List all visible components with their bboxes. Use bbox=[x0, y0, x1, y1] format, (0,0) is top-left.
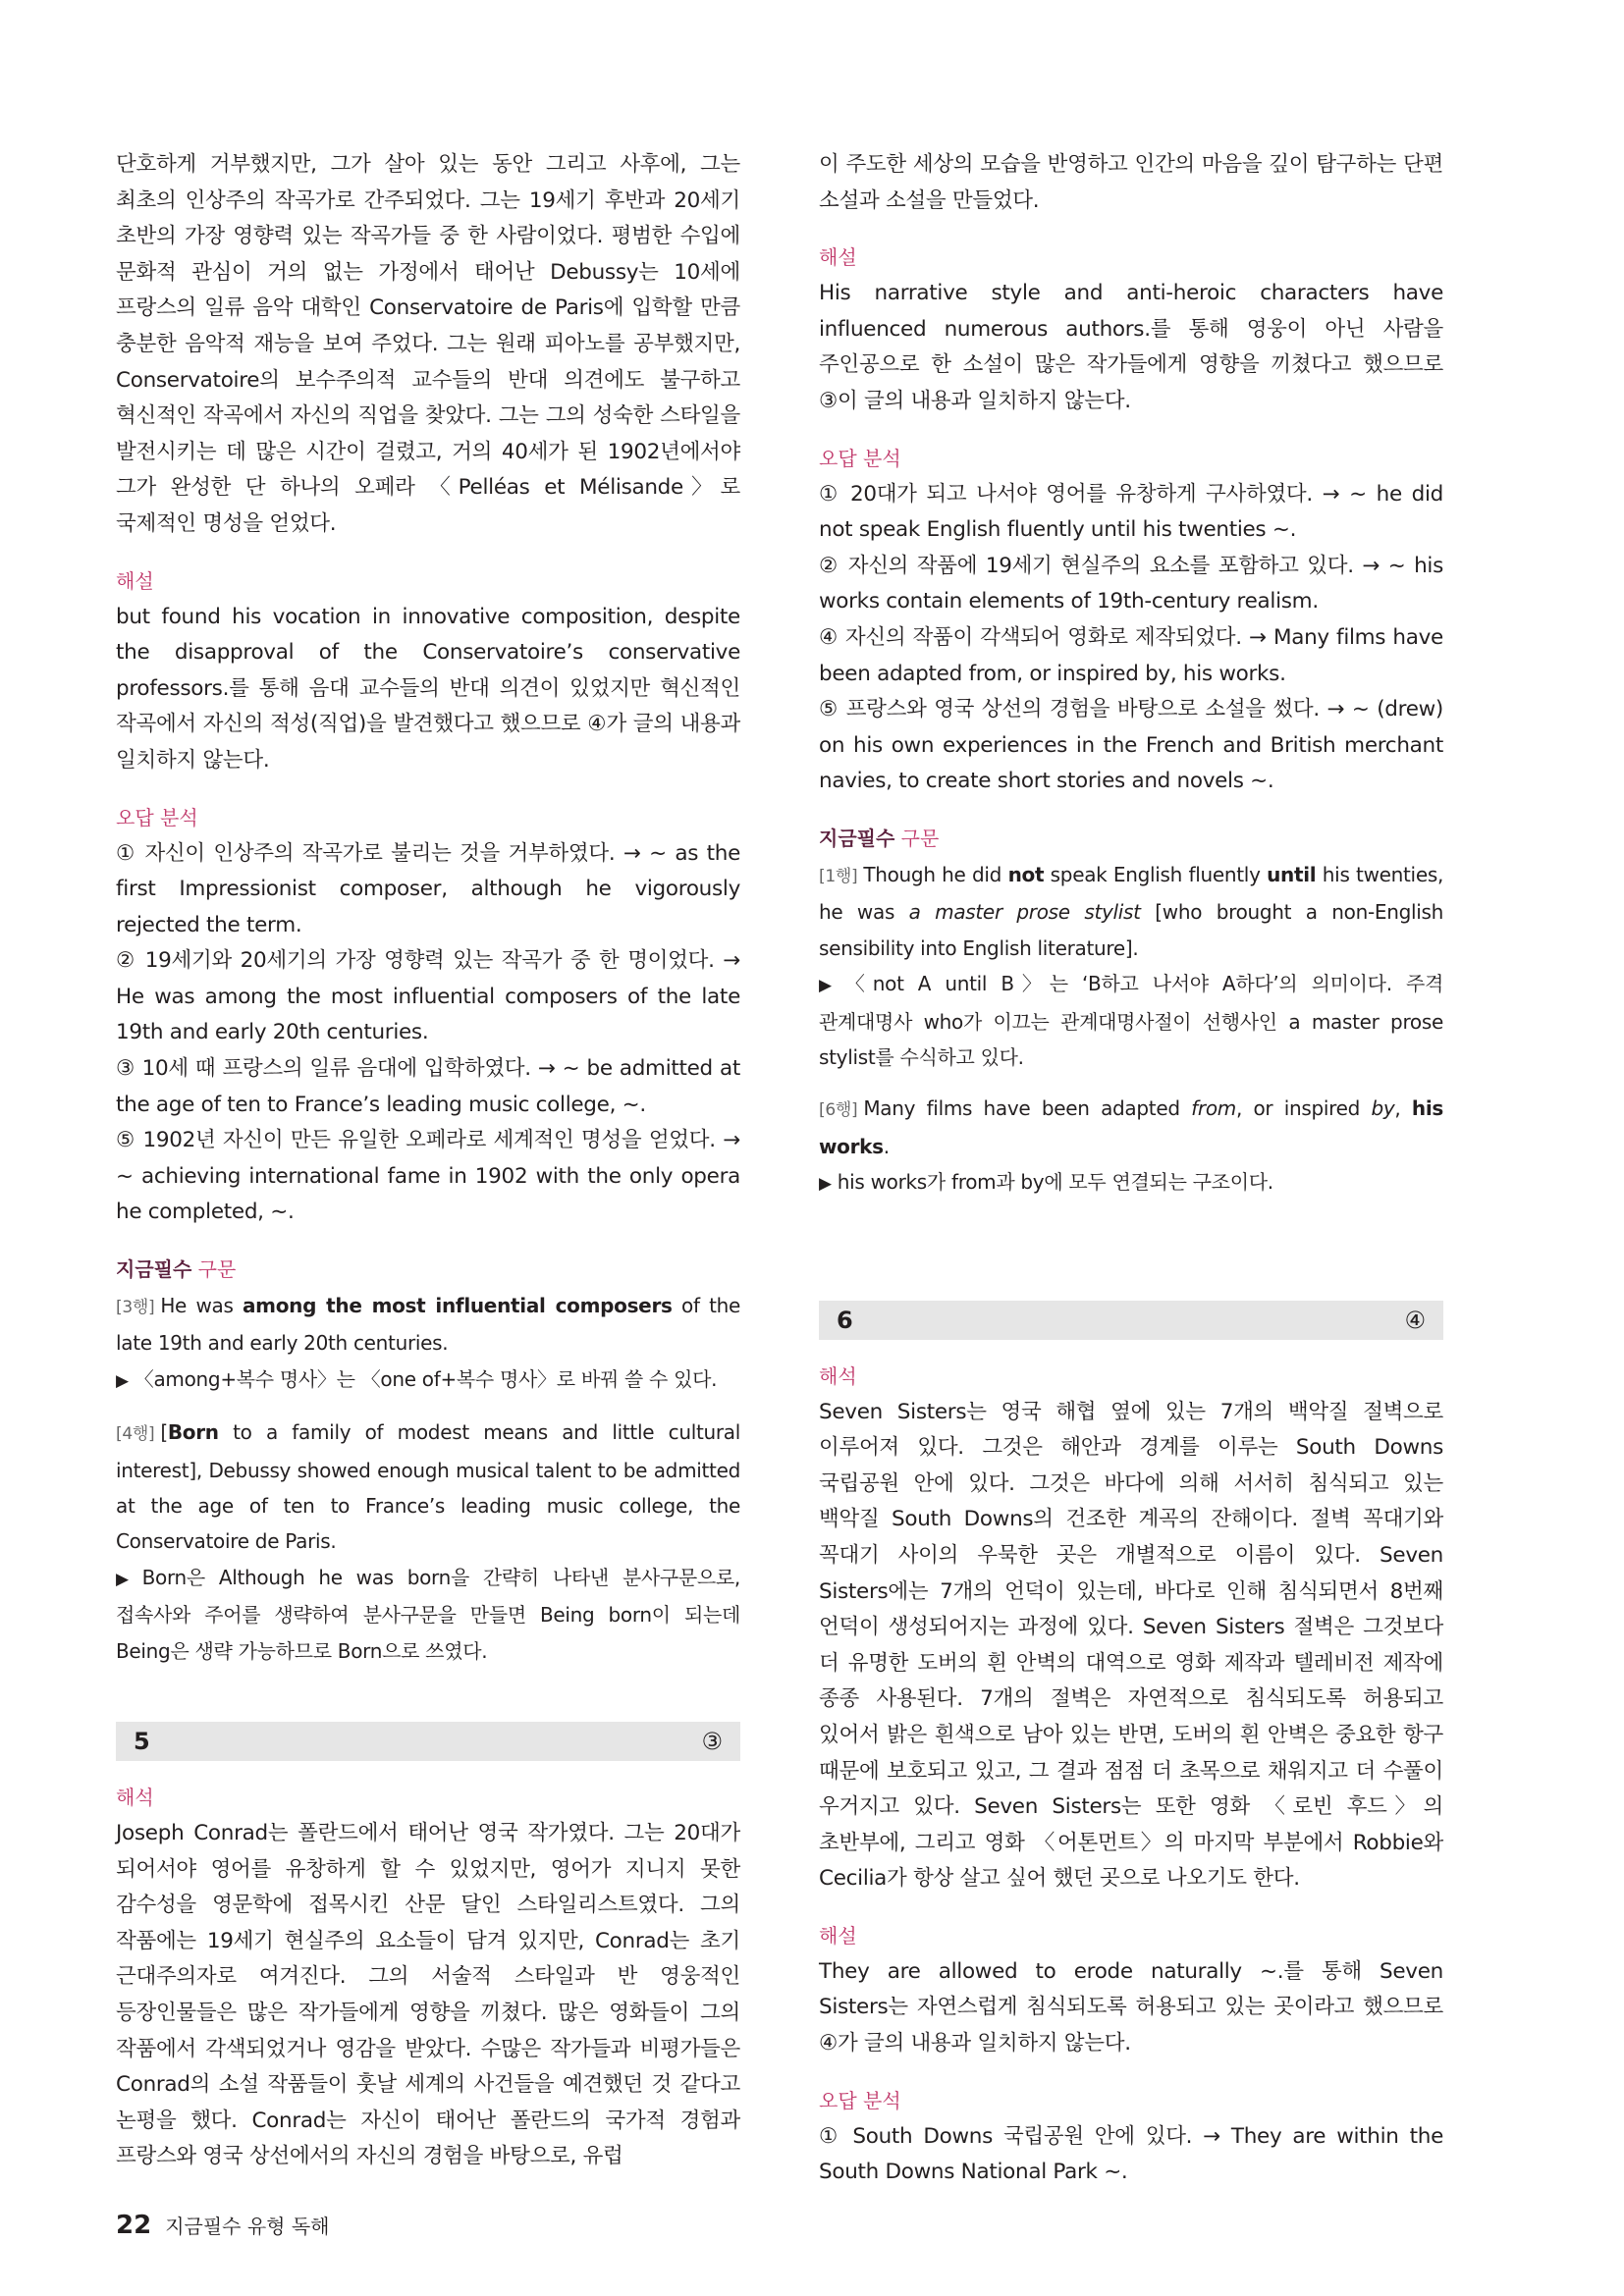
question-header-5 bbox=[116, 1722, 740, 1761]
answer-mark: ④ bbox=[1404, 1306, 1426, 1334]
odap-item: ③ 10세 때 프랑스의 일류 음대에 입학하였다. → ~ be admitted at the age of ten to France’s leading music college, ~. bbox=[116, 1056, 740, 1117]
triangle-bullet-icon: ▶ bbox=[116, 1569, 136, 1589]
haeseol-text: His narrative style and anti-heroic characters have influenced numerous authors.를 통해 영웅이 아닌 사람을 주인공으로 한 소설이 많은 작가들에게 영향을 끼쳤다고 했으므로 ③이 글의 내용과 일치하지 않는다. bbox=[819, 281, 1443, 413]
grammar-note: ▶ 〈among+복수 명사〉는 〈one of+복수 명사〉로 바꿔 쓸 수 있다. bbox=[116, 1366, 718, 1391]
triangle-bullet-icon: ▶ bbox=[116, 1370, 129, 1391]
grammar-note: ▶ Born은 Although he was born을 간략히 나타낸 분사구문으로, 접속사와 주어를 생략하여 분사구문을 만들면 Being born이 되는데 Being은 생략 가능하므로 Born으로 쓰였다. bbox=[116, 1565, 740, 1663]
triangle-bullet-icon: ▶ bbox=[819, 976, 839, 996]
odap-item: ① South Downs 국립공원 안에 있다. → They are within the South Downs National Park ~. bbox=[819, 2123, 1443, 2185]
question-header-6 bbox=[819, 1301, 1443, 1340]
line-ref: [1행] bbox=[819, 866, 858, 886]
odap-label: 오답 분석 bbox=[819, 2088, 901, 2112]
question-number: 6 bbox=[837, 1306, 853, 1334]
haeseok-label: 해석 bbox=[116, 1786, 154, 1810]
gumun-label-word: 구문 bbox=[197, 1257, 237, 1282]
translation-text: Seven Sisters는 영국 해협 옆에 있는 7개의 백악질 절벽으로 이루어져 있다. 그것은 해안과 경계를 이루는 South Downs 국립공원 안에 있다. 그것은 바다에 의해 서서히 침식되고 있는 백악질 South Downs의 건조한 계곡의 잔해이다. 절벽 꼭대기와 꼭대기 사이의 우묵한 곳은 개별적으로 이름이 있다. Seven Sisters에는 7개의 언덕이 있는데, 바다로 인해 침식되면서 8번째 언덕이 생성되어지는 과정에 있다. Seven Sisters 절벽은 그것보다 더 유명한 도버의 흰 안벽의 대역으로 영화 제작과 텔레비전 제작에 종종 사용된다. 7개의 절벽은 자연적으로 침식되도록 허용되고 있어서 밝은 흰색으로 남아 있는 반면, 도버의 흰 안벽은 중요한 항구 때문에 보호되고 있고, 그 결과 점점 더 초목으로 채워지고 더 수풀이 우거지고 있다. Seven Sisters는 또한 영화 〈로빈 후드〉의 초반부에, 그리고 영화 〈어톤먼트〉의 마지막 부분에서 Robbie와 Cecilia가 항상 살고 싶어 했던 곳으로 나오기도 한다. bbox=[819, 1399, 1443, 1892]
grammar-sentence: [4행] [Born to a family of modest means and little cultural interest], Debussy showed enough musical talent to be admitted at the age of ten to France’s leading music college, the Conservatoire de Paris. bbox=[116, 1420, 740, 1554]
gumun-label bbox=[819, 824, 1443, 853]
grammar-sentence: [3행] He was among the most influential composers of the late 19th and early 20th centuries. bbox=[116, 1294, 740, 1356]
haeseol-text: but found his vocation in innovative composition, despite the disapproval of the Conservatoire’s conservative professors.를 통해 음대 교수들의 반대 의견이 있었지만 혁신적인 작곡에서 자신의 적성(직업)을 발견했다고 했으므로 ④가 글의 내용과 일치하지 않는다. bbox=[116, 604, 740, 773]
odap-label: 오답 분석 bbox=[819, 446, 901, 470]
gumun-label-word: 구문 bbox=[900, 826, 940, 850]
odap-item: ② 19세기와 20세기의 가장 영향력 있는 작곡가 중 한 명이었다. → He was among the most influential composers of the late 19th and early 20th centuries. bbox=[116, 948, 740, 1045]
right-column bbox=[819, 147, 1443, 2191]
left-column bbox=[116, 147, 740, 2175]
question-number: 5 bbox=[134, 1728, 150, 1756]
grammar-sentence: [6행] Many films have been adapted from, or inspired by, his works. bbox=[819, 1096, 1443, 1158]
odap-item: ① 자신이 인상주의 작곡가로 불리는 것을 거부하였다. → ~ as the first Impressionist composer, although he vigorously rejected the term. bbox=[116, 840, 740, 937]
translation-text: Joseph Conrad는 폴란드에서 태어난 영국 작가였다. 그는 20대가 되어서야 영어를 유창하게 할 수 있었지만, 영어가 지니지 못한 감수성을 영문학에 접목시킨 산문 달인 스타일리스트였다. 그의 작품에는 19세기 현실주의 요소들이 담겨 있지만, Conrad는 초기 근대주의자로 여겨진다. 그의 서술적 스타일과 반 영웅적인 등장인물들은 많은 작가들에게 영향을 끼쳤다. 많은 영화들이 그의 작품에서 각색되었거나 영감을 받았다. 수많은 작가들과 비평가들은 Conrad의 소설 작품들이 훗날 세계의 사건들을 예견했던 것 같다고 논평을 했다. Conrad는 자신이 태어난 폴란드의 국가적 경험과 프랑스와 영국 상선에서의 자신의 경험을 바탕으로, 유럽 bbox=[116, 1821, 740, 2169]
line-ref: [6행] bbox=[819, 1100, 858, 1121]
grammar-sentence: [1행] Though he did not speak English fluently until his twenties, he was a master prose stylist [who brought a non-English sensibility into English literature]. bbox=[819, 862, 1443, 960]
odap-item: ⑤ 프랑스와 영국 상선의 경험을 바탕으로 소설을 썼다. → ~ (drew) on his own experiences in the French and British merchant navies, to create short stories and novels ~. bbox=[819, 697, 1443, 794]
grammar-note: ▶ 〈not A until B〉는 ‘B하고 나서야 A하다’의 의미이다. 주격 관계대명사 who가 이끄는 관계대명사절이 선행사인 a master prose stylist를 수식하고 있다. bbox=[819, 972, 1443, 1069]
haeseol-label: 해설 bbox=[819, 245, 857, 270]
haeseok-label: 해석 bbox=[819, 1363, 857, 1388]
haeseol-label: 해설 bbox=[116, 568, 154, 593]
triangle-bullet-icon: ▶ bbox=[819, 1174, 832, 1195]
line-ref: [4행] bbox=[116, 1424, 155, 1445]
translation-continued: 이 주도한 세상의 모습을 반영하고 인간의 마음을 깊이 탐구하는 단편 소설과 소설을 만들었다. bbox=[819, 152, 1443, 213]
odap-item: ② 자신의 작품에 19세기 현실주의 요소를 포함하고 있다. → ~ his works contain elements of 19th-century realism. bbox=[819, 553, 1443, 614]
gumun-label-brand: 지금필수 bbox=[116, 1257, 192, 1282]
page-number: 22 bbox=[116, 2211, 152, 2240]
grammar-note: ▶ his works가 from과 by에 모두 연결되는 구조이다. bbox=[819, 1170, 1273, 1195]
line-ref: [3행] bbox=[116, 1298, 155, 1318]
odap-label: 오답 분석 bbox=[116, 805, 198, 829]
page-footer bbox=[116, 2211, 329, 2240]
book-title: 지금필수 유형 독해 bbox=[165, 2215, 330, 2238]
gumun-label-brand: 지금필수 bbox=[819, 826, 895, 850]
odap-item: ⑤ 1902년 자신이 만든 유일한 오페라로 세계적인 명성을 얻었다. → ~ achieving international fame in 1902 with the only opera he completed, ~. bbox=[116, 1128, 740, 1225]
answer-mark: ③ bbox=[701, 1728, 723, 1756]
gumun-label bbox=[116, 1255, 740, 1284]
odap-item: ① 20대가 되고 나서야 영어를 유창하게 구사하였다. → ~ he did not speak English fluently until his twenties ~. bbox=[819, 481, 1443, 543]
haeseol-text: They are allowed to erode naturally ~.를 통해 Seven Sisters는 자연스럽게 침식되도록 허용되고 있는 곳이라고 했으므로 ④가 글의 내용과 일치하지 않는다. bbox=[819, 1958, 1443, 2056]
odap-item: ④ 자신의 작품이 각색되어 영화로 제작되었다. → Many films have been adapted from, or inspired by, his works. bbox=[819, 624, 1443, 686]
haeseol-label: 해설 bbox=[819, 1923, 857, 1948]
translation-continued: 단호하게 거부했지만, 그가 살아 있는 동안 그리고 사후에, 그는 최초의 인상주의 작곡가로 간주되었다. 그는 19세기 후반과 20세기 초반의 가장 영향력 있는 작곡가들 중 한 사람이었다. 평범한 수입에 문화적 관심이 거의 없는 가정에서 태어난 Debussy는 10세에 프랑스의 일류 음악 대학인 Conservatoire de Paris에 입학할 만큼 충분한 음악적 재능을 보여 주었다. 그는 원래 피아노를 공부했지만, Conservatoire의 보수주의적 교수들의 반대 의견에도 불구하고 혁신적인 작곡에서 자신의 직업을 찾았다. 그는 그의 성숙한 스타일을 발전시키는 데 많은 시간이 걸렸고, 거의 40세가 된 1902년에서야 그가 완성한 단 하나의 오페라 〈Pelléas et Mélisande〉로 국제적인 명성을 얻었다. bbox=[116, 152, 740, 536]
